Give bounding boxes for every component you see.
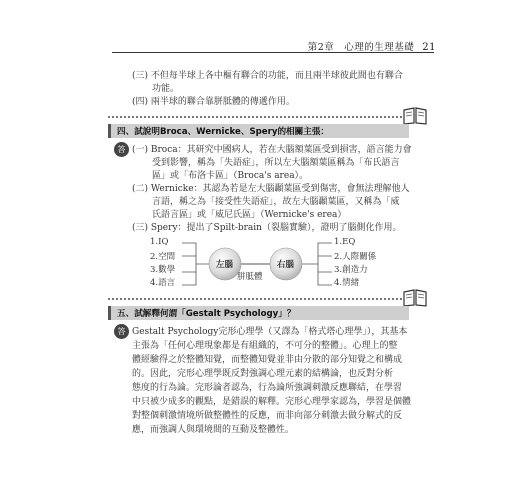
intro-item-3: (三) 不但每半球上各中樞有聯合的功能，而且兩半球彼此間也有聯合 — [132, 71, 403, 81]
answer-badge: 答 — [114, 324, 129, 339]
intro-item-3-cont: 功能。 — [152, 84, 180, 94]
q5-line: Gestalt Psychology完形心理學（又譯為「格式塔心理學」），其基本 — [132, 327, 408, 337]
q5-line: 中只被少成多的觀點，是錯誤的解釋。完形心理學家認為，學習是個體 — [132, 397, 412, 407]
right-item: 4.情緒 — [334, 278, 360, 288]
q5-line: 應，而強調人與環境間的互動及整體性。 — [132, 425, 295, 435]
left-item: 2.空間 — [150, 252, 176, 262]
question-4-title: 四、試說明Broca、Wernicke、Spery的相關主張： — [117, 127, 330, 137]
intro-item-4: (四) 兩半球的聯合靠胼胝體的傳遞作用。 — [132, 97, 295, 107]
section-divider — [108, 116, 406, 118]
right-brain-label: 右腦 — [277, 260, 295, 270]
q5-line: 主張為「任何心理現象都是有組織的，不可分的整體」。心理上的整 — [132, 341, 398, 351]
q4-line: (一) Broca：其研究中國病人，若在大腦額葉區受到損害，語言能力會 — [132, 145, 412, 155]
answer-badge: 答 — [114, 142, 129, 157]
header-rule — [112, 52, 434, 53]
q5-line: 體經驗得之於整體知覺，而整體知覺並非由分散的部分知覺之和構成 — [132, 355, 403, 365]
q5-line: 的。因此，完形心理學既反對強調心理元素的結構論，也反對分析 — [132, 369, 394, 379]
q5-line: 態度的行為論。完形論者認為，行為論所強調刺激反應聯結，在學習 — [132, 383, 403, 393]
question-4-bar — [108, 124, 409, 138]
q4-line: 區」或「布洛卡區」（Broca's area）。 — [152, 171, 309, 181]
page-number: 21 — [422, 42, 436, 53]
connector-lines — [182, 236, 332, 292]
corpus-callosum-label: 胼胝體 — [237, 272, 263, 282]
q4-line: 受到影響，稱為「失語症」，所以左大腦額葉區稱為「布氏語言 — [152, 158, 400, 168]
book-icon — [402, 106, 428, 126]
question-5-bar — [108, 306, 409, 320]
right-item: 2.人際關係 — [334, 252, 377, 262]
left-item: 1.IQ — [150, 237, 169, 247]
left-brain-label: 左腦 — [216, 260, 234, 270]
right-item: 3.創造力 — [334, 265, 368, 275]
chapter-title: 第2章 心理的生理基礎 — [307, 42, 415, 53]
right-item: 1.EQ — [334, 237, 356, 247]
page-header — [308, 39, 436, 53]
question-5-title: 五、試解釋何謂「Gestalt Psychology」？ — [117, 309, 296, 319]
left-item: 4.語言 — [150, 278, 176, 288]
q4-line: (三) Spery：提出了Spilt-brain（裂腦實驗），證明了腦側化作用。 — [132, 223, 402, 233]
q5-line: 對整個刺激情境所做整體性的反應，而非向部分刺激去做分解式的反 — [132, 411, 403, 421]
book-icon — [402, 288, 428, 308]
q4-line: (二) Wernicke：其認為若是左大腦顳葉區受到傷害，會無法理解他人 — [132, 184, 410, 194]
left-item: 3.數學 — [150, 265, 176, 275]
q4-line: 氏語言區」或「威尼氏區」（Wernicke's erea） — [152, 210, 347, 220]
section-divider — [108, 298, 406, 300]
q4-line: 言語，稱之為「接受性失語症」，故左大腦顳葉區，又稱為「威 — [152, 197, 400, 207]
